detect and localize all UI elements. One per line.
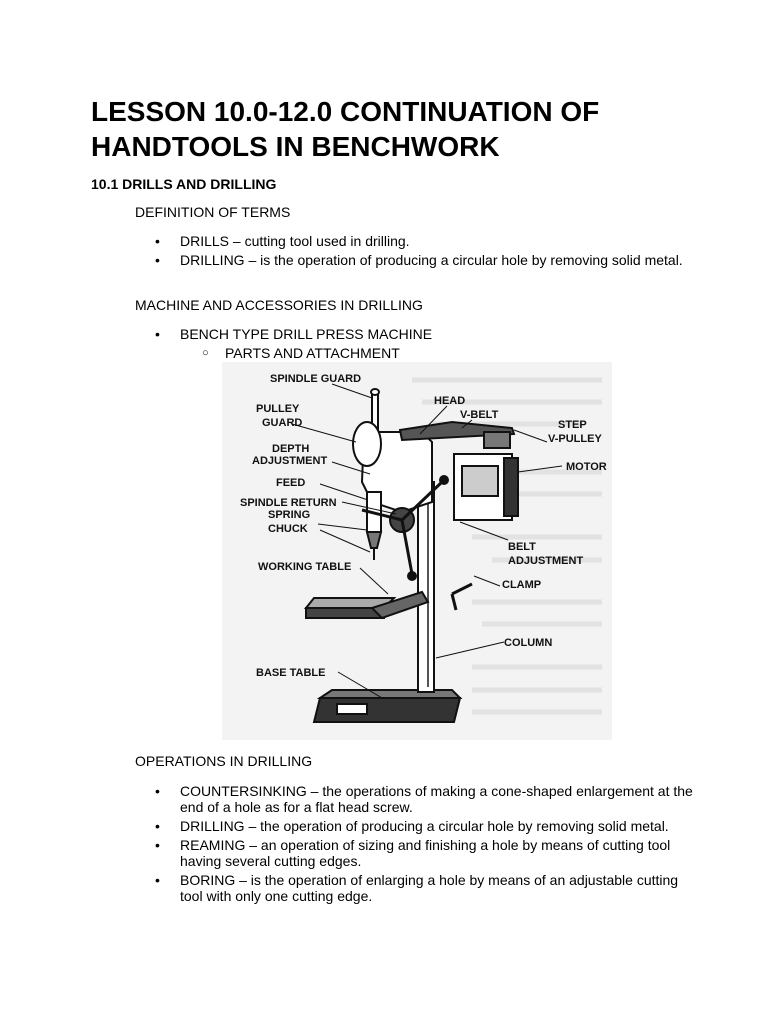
label-v-belt: V-BELT [460,409,499,421]
label-belt-adjustment: ADJUSTMENT [508,555,584,567]
label-step: STEP [558,419,587,431]
operations-list [135,783,695,907]
label-working-table: WORKING TABLE [258,561,352,573]
list-item: • BENCH TYPE DRILL PRESS MACHINE [135,326,695,342]
label-head: HEAD [434,395,466,407]
machine-list [135,326,695,345]
label-base-table: BASE TABLE [256,667,326,679]
label-v-pulley: V-PULLEY [548,433,602,445]
list-item: • DRILLING – the operation of producing a circular hole by removing solid metal. [135,818,695,834]
label-spindle-return: SPINDLE RETURN [240,497,337,509]
list-item: • BORING – is the operation of enlarging a hole by means of an adjustable cutting tool with only one cutting edge. [135,872,695,904]
drill-press-body [306,389,518,722]
label-spindle-guard: SPINDLE GUARD [270,373,362,385]
list-item: • DRILLS – cutting tool used in drilling. [135,233,695,249]
machine-heading: MACHINE AND ACCESSORIES IN DRILLING [135,297,423,313]
lesson-title: LESSON 10.0-12.0 CONTINUATION OF HANDTOOLS IN BENCHWORK [91,96,600,162]
label-spring: SPRING [268,509,311,521]
label-belt: BELT [508,541,536,553]
definitions-list [135,233,695,271]
drill-press-figure [222,362,612,740]
section-heading: 10.1 DRILLS AND DRILLING [91,176,277,192]
label-feed: FEED [276,477,306,489]
label-column: COLUMN [504,637,553,649]
list-item: ○ PARTS AND ATTACHMENT [200,345,400,361]
drill-press-illustration [222,362,612,740]
label-depth: DEPTH [272,443,310,455]
machine-sublist [200,345,400,361]
list-item: • COUNTERSINKING – the operations of making a cone-shaped enlargement at the end of a hole as for a flat head screw. [135,783,695,815]
label-depth-adjustment: ADJUSTMENT [252,455,328,467]
label-chuck: CHUCK [268,523,308,535]
list-item: • REAMING – an operation of sizing and finishing a hole by means of cutting tool having several cutting edges. [135,837,695,869]
list-item: • DRILLING – is the operation of producing a circular hole by removing solid metal. [135,252,695,268]
label-pulley-guard: PULLEY [256,403,300,415]
label-pulley-guard-2: GUARD [262,417,303,429]
label-motor: MOTOR [566,461,607,473]
operations-heading: OPERATIONS IN DRILLING [135,753,313,769]
definitions-heading: DEFINITION OF TERMS [135,204,291,220]
label-clamp: CLAMP [502,579,542,591]
